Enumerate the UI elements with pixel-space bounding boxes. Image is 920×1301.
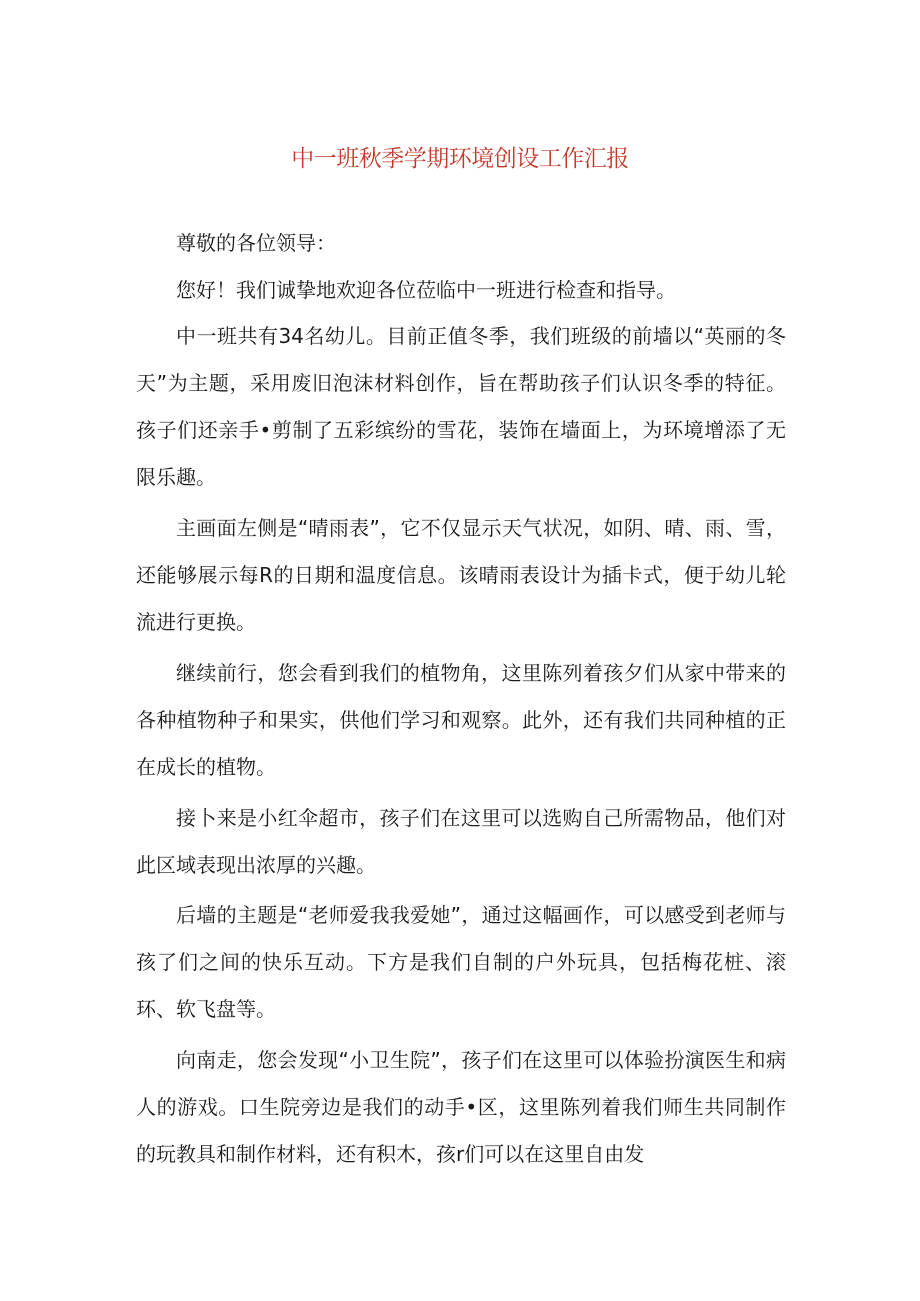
paragraph-weather-chart: 主画面左侧是“晴雨表”，它不仅显示天气状况，如阴、晴、雨、雪，还能够展示每R的日期和温度信息。该晴雨表设计为插卡式，便于幼儿轮流进行更换。 [136,516,786,634]
document-title: 中一班秋季学期环境创设工作汇报 [291,146,629,172]
paragraph-class-overview: 中一班共有34名幼儿。目前正值冬季，我们班级的前墙以“英丽的冬天”为主题，采用废旧泡沫材料创作，旨在帮助孩子们认识冬季的特征。孩子们还亲手•剪制了五彩缤纷的雪花，装饰在墙面上，为环境增添了无限乐趣。 [136,324,786,489]
salutation: 尊敬的各位领导： [176,231,336,255]
paragraph-plant-corner: 继续前行，您会看到我们的植物角，这里陈列着孩夕们从家中带来的各种植物种子和果实，供他们学习和观察。此外，还有我们共同种植的正在成长的植物。 [136,661,786,779]
paragraph-back-wall: 后墙的主题是“老师爱我我爱她”，通过这幅画作，可以感受到老师与孩了们之间的快乐互动。下方是我们自制的户外玩具，包括梅花桩、滚环、软飞盘等。 [136,903,786,1021]
paragraph-clinic: 向南走，您会发现“小卫生院”，孩子们在这里可以体验扮演医生和病人的游戏。口生院旁边是我们的动手•区，这里陈列着我们师生共同制作的玩教具和制作材料，还有积木，孩r们可以在这里自由发 [136,1048,786,1166]
greeting: 您好！我们诚挚地欢迎各位莅临中一班进行检查和指导。 [176,278,676,302]
paragraph-supermarket: 接卜来是小红伞超市，孩子们在这里可以选购自己所需物品，他们对此区域表现出浓厚的兴趣。 [136,806,786,877]
